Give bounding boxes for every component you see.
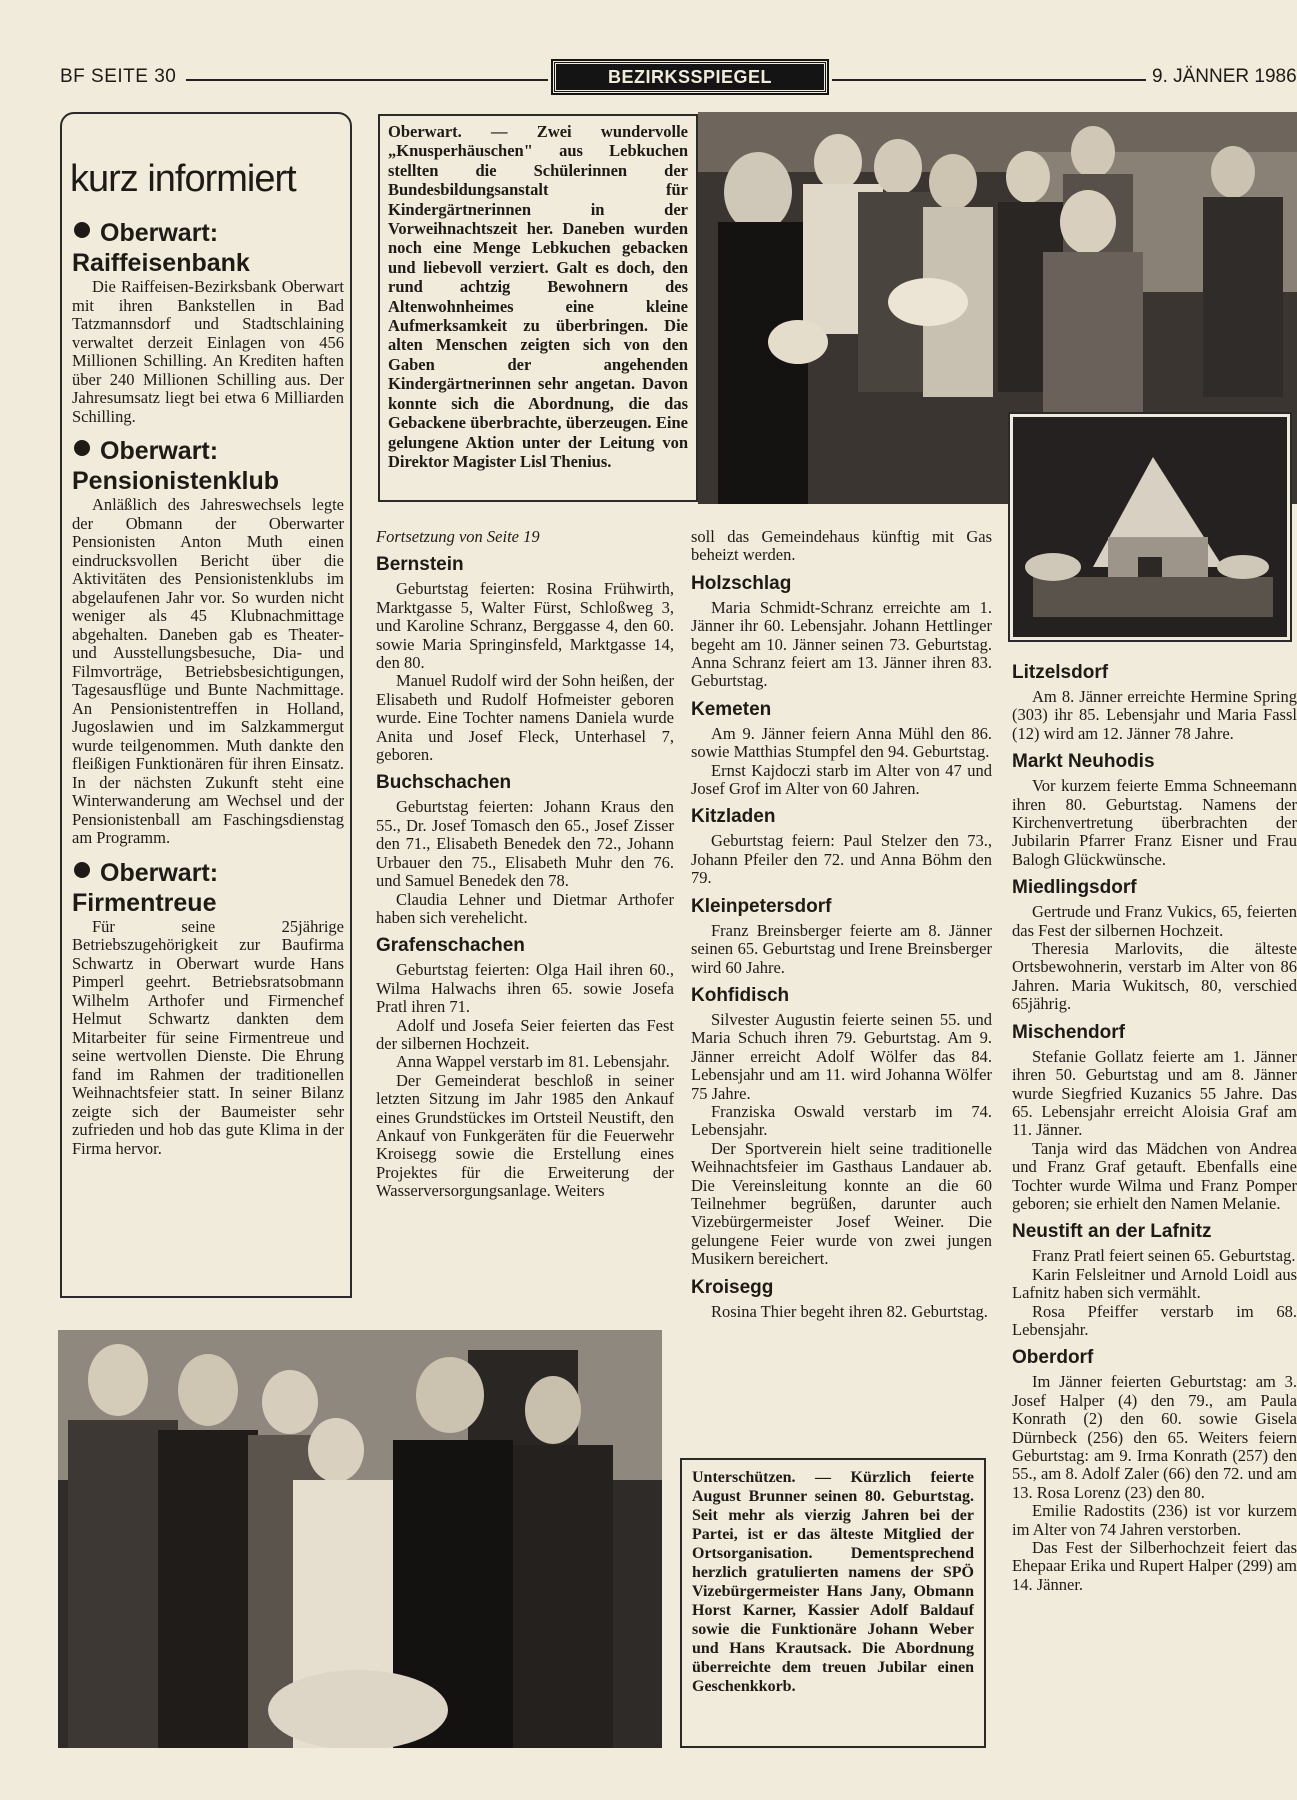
paragraph: Geburtstag feiern: Paul Stelzer den 73., Johann Pfeiler den 72. und Anna Böhm den 79.	[691, 831, 992, 888]
header-rule-right	[832, 79, 1146, 81]
paragraph: Claudia Lehner und Dietmar Arthofer haben sich verehelicht.	[376, 889, 674, 927]
paragraph: Der Gemeinderat beschloß in seiner letzten Sitzung im Jahr 1985 den Ankauf eines Grundstückes im Ortsteil Neustift, den Ankauf von Funkgeräten für die Feuerwehr Kroisegg sowie die Erstellung eines Projektes für die Erweiterung der Wasserversorgungsanlage. Weiters	[376, 1070, 674, 1201]
paragraph: Adolf und Josefa Seier feierten das Fest der silbernen Hochzeit.	[376, 1015, 674, 1053]
paragraph: Franz Pratl feiert seinen 65. Geburtstag.	[1032, 1246, 1296, 1266]
kurz-item-text: Anläßlich des Jahreswechsels legte der Obmann der Oberwarter Pensionisten Anton Muth einen eindrucksvollen Bericht über die Aktivitäten des Pensionistenklubs im abgelaufenen Jahr vor. So wurden nicht weniger als 45 Klubnachmittage abgehalten. Daneben gab es Theater- und Ausstellungsbesuche, Dia- und Filmvorträge, Betriebsbesichtigungen, Tagesausflüge und Bunte Nachmittage. An Pensionistentreffen in Holland, Jugoslawien und im Salzkammergut wurde teilgenommen. Muth dankte den fleißigen Funktionären für ihren Einsatz. In der nächsten Zukunft steht eine Winterwanderung am Wechsel und der Pensionistenball am Faschingsdienstag am Programm.	[72, 495, 344, 847]
photo-gingerbread-image	[1013, 417, 1287, 637]
section-heading: Kitzladen	[691, 806, 776, 828]
paragraph: Rosa Pfeiffer verstarb im 68. Lebensjahr.	[1012, 1301, 1297, 1339]
section-heading: Neustift an der Lafnitz	[1012, 1221, 1212, 1243]
article-column-2	[691, 528, 992, 1321]
paragraph: Stefanie Gollatz feierte am 1. Jänner ihren 50. Geburtstag und am 8. Jänner wurde Siegfried Kuzanics 55 Jahre. Das 65. Lebensjahr erreicht Aloisia Graf am 11. Jänner.	[1012, 1046, 1297, 1140]
section-heading: Buchschachen	[376, 772, 512, 794]
paragraph: Geburtstag feierten: Rosina Frühwirth, Marktgasse 5, Walter Fürst, Schloßweg 3, und Karoline Schranz, Berggasse 4, den 60. sowie Maria Springinsfeld, Marktgasse 14, den 80.	[376, 579, 674, 673]
kurz-item-text: Die Raiffeisen-Bezirksbank Oberwart mit ihren Bankstellen in Bad Tatzmannsdorf und Stadtschlaining verwaltet derzeit Einlagen von 456 Millionen Schilling. An Krediten haften über 240 Millionen Schilling aus. Der Jahresumsatz liegt bei etwa 6 Milliarden Schilling.	[72, 277, 344, 426]
paragraph: Vor kurzem feierte Emma Schneemann ihren 80. Geburtstag. Namens der Kirchenvertretung überbrachten der Jubilarin Pfarrer Franz Eisner und Frau Balogh Glückwünsche.	[1012, 776, 1297, 869]
kurz-informiert-title: kurz informiert	[66, 158, 300, 201]
paragraph: Ernst Kajdoczi starb im Alter von 47 und Josef Grof im Alter von 60 Jahren.	[691, 760, 992, 799]
section-heading: Miedlingsdorf	[1012, 877, 1137, 899]
page-number: BF SEITE 30	[60, 66, 177, 87]
header-rule-left	[186, 79, 548, 81]
bullet-icon	[74, 222, 90, 238]
paragraph: Der Sportverein hielt seine traditionelle Weihnachtsfeier im Gasthaus Landauer ab. Die Vereinsleitung konnte an die 60 Teilnehmer begrüßen, darunter auch Vizebürgermeister Josef Weiner. Die gelungene Feier wurde von zwei jungen Musikern bereichert.	[691, 1138, 992, 1269]
paragraph: Tanja wird das Mädchen von Andrea und Franz Graf getauft. Ebenfalls eine Tochter wurde Wilma und Franz Pomper geboren; sie erhielt den Namen Melanie.	[1012, 1138, 1297, 1213]
photo-gingerbread-house	[1010, 414, 1290, 640]
paragraph: Silvester Augustin feierte seinen 55. und Maria Schuch ihren 79. Geburtstag. Am 9. Jänner erreicht Adolf Wölfer das 84. Lebensjahr und am 11. wird Johanna Wölfer 75 Jahre.	[691, 1009, 992, 1103]
paragraph: Geburtstag feierten: Olga Hail ihren 60., Wilma Halwachs ihren 65. sowie Josefa Pratl ihren 71.	[376, 960, 674, 1017]
section-heading: Litzelsdorf	[1012, 662, 1109, 683]
kurz-item-title: Oberwart: Pensionistenklub	[72, 437, 279, 495]
section-heading: Mischendorf	[1012, 1021, 1125, 1043]
paragraph: Emilie Radostits (236) ist vor kurzem im Alter von 74 Jahren verstorben.	[1012, 1501, 1297, 1539]
paragraph: Theresia Marlovits, die älteste Ortsbewohnerin, verstarb im Alter von 86 Jahren. Maria Wukitsch, 80, verschied 65jährig.	[1012, 939, 1297, 1014]
paragraph: soll das Gemeindehaus künftig mit Gas beheizt werden.	[691, 527, 992, 565]
section-heading: Grafenschachen	[376, 935, 525, 957]
kurz-item-title: Oberwart: Raiffeisenbank	[72, 219, 250, 277]
article-column-1	[376, 528, 674, 1201]
section-badge: BEZIRKSSPIEGEL	[553, 61, 827, 93]
photo-unterschuetzen-group	[58, 1330, 662, 1748]
section-heading: Bernstein	[376, 554, 464, 576]
paragraph: Maria Schmidt-Schranz erreichte am 1. Jänner ihr 60. Lebensjahr. Johann Hettlinger begeht am 10. Jänner seinen 73. Geburtstag. Anna Schranz feiert am 13. Jänner ihren 83. Geburtstag.	[691, 597, 992, 691]
paragraph: Anna Wappel verstarb im 81. Lebensjahr.	[396, 1052, 670, 1072]
bullet-icon	[74, 440, 90, 456]
paragraph: Am 9. Jänner feiern Anna Mühl den 86. sowie Matthias Stumpfel den 94. Geburtstag.	[691, 723, 992, 762]
section-heading: Kleinpetersdorf	[691, 895, 832, 917]
paragraph: Franziska Oswald verstarb im 74. Lebensjahr.	[691, 1101, 992, 1140]
paragraph: Das Fest der Silberhochzeit feiert das Ehepaar Erika und Rupert Halper (299) am 14. Jänner.	[1012, 1538, 1297, 1594]
kurz-item-title: Oberwart: Firmentreue	[72, 858, 219, 917]
section-heading: Oberdorf	[1012, 1347, 1094, 1369]
paragraph: Manuel Rudolf wird der Sohn heißen, der Elisabeth und Rudolf Hofmeister geboren wurde. Eine Tochter namens Daniela wurde Anita und Josef Fleck, Unterhasel 7, geboren.	[376, 671, 674, 765]
paragraph: Am 8. Jänner erreichte Hermine Spring (303) ihr 85. Lebensjahr und Maria Fassl (12) wird am 12. Jänner 78 Jahre.	[1012, 687, 1297, 743]
paragraph: Rosina Thier begeht ihren 82. Geburtstag.	[711, 1301, 988, 1321]
bullet-icon	[74, 862, 90, 878]
kurz-item-text: Für seine 25jährige Betriebszugehörigkeit zur Baufirma Schwartz in Oberwart wurde Hans Pimperl geehrt. Betriebsratsobmann Wilhelm Arthofer und Firmenchef Helmut Schwartz dankten dem Mitarbeiter für seine Firmentreue und seine wertvollen Dienste. Die Ehrung fand im Rahmen der traditionellen Weihnachtsfeier statt. In seiner Bilanz zeigte sich der Baumeister sehr zufrieden und hob das gute Klima in der Firma hervor.	[72, 916, 344, 1158]
section-heading: Holzschlag	[691, 572, 792, 594]
issue-date: 9. JÄNNER 1986	[1152, 66, 1297, 87]
section-heading: Kroisegg	[691, 1276, 774, 1298]
photo-group-image	[58, 1330, 662, 1748]
paragraph: Geburtstag feierten: Johann Kraus den 55., Dr. Josef Tomasch den 65., Josef Zisser den 71., Elisabeth Benedek den 72., Johann Urbauer den 75., Elisabeth Muhr den 76. und Samuel Benedek den 78.	[376, 797, 674, 891]
photo-caption-oberwart: Oberwart. — Zwei wundervolle „Knusperhäuschen" aus Lebkuchen stellten die Schülerinnen der Bundesbildungsanstalt für Kindergärtnerinnen in der Vorweihnachtszeit her. Daneben wurden noch eine Menge Lebkuchen gebacken und liebevoll verziert. Galt es doch, den rund achtzig Bewohnern des Altenwohnheimes eine kleine Aufmerksamkeit zu überbringen. Die alten Menschen zeigten sich von den Gaben der angehenden Kindergärtnerinnen sehr angetan. Davon konnte sich die Abordnung, die das Gebackene überbrachte, überzeugen. Eine gelungene Aktion unter der Leitung von Direktor Magister Lisl Thenius.	[378, 114, 698, 502]
section-heading: Kemeten	[691, 698, 772, 720]
paragraph: Karin Felsleitner und Arnold Loidl aus Lafnitz haben sich vermählt.	[1012, 1264, 1297, 1303]
section-heading: Kohfidisch	[691, 984, 790, 1006]
paragraph: Im Jänner feierten Geburtstag: am 3. Josef Halper (4) den 79., am Paula Konrath (2) den 60. sowie Gisela Dürnbeck (256) den 65. Weiters feiern Geburtstag: am 9. Irma Konrath (257) den 55., am 8. Adolf Zaler (66) den 72. und am 13. Rosa Lorenz (23) den 80.	[1012, 1372, 1297, 1502]
kurz-informiert-column	[72, 214, 344, 1168]
paragraph: Franz Breinsberger feierte am 8. Jänner seinen 65. Geburtstag und Irene Breinsberger wird 60 Jahre.	[691, 920, 992, 977]
photo-caption-unterschuetzen: Unterschützen. — Kürzlich feierte August Brunner seinen 80. Geburtstag. Seit mehr als vierzig Jahren bei der Partei, ist er das älteste Mitglied der Ortsorganisation. Dementsprechend herzlich gratulierten namens der SPÖ Vizebürgermeister Hans Jany, Obmann Horst Karner, Kassier Adolf Baldauf sowie die Funktionäre Johann Weber und Hans Krautsack. Die Abordnung überreichte dem treuen Jubilar einen Geschenkkorb.	[680, 1458, 986, 1748]
article-column-3	[1012, 654, 1297, 1594]
section-heading: Markt Neuhodis	[1012, 751, 1155, 773]
paragraph: Gertrude und Franz Vukics, 65, feierten das Fest der silbernen Hochzeit.	[1012, 902, 1297, 940]
continuation-note: Fortsetzung von Seite 19	[376, 527, 540, 546]
